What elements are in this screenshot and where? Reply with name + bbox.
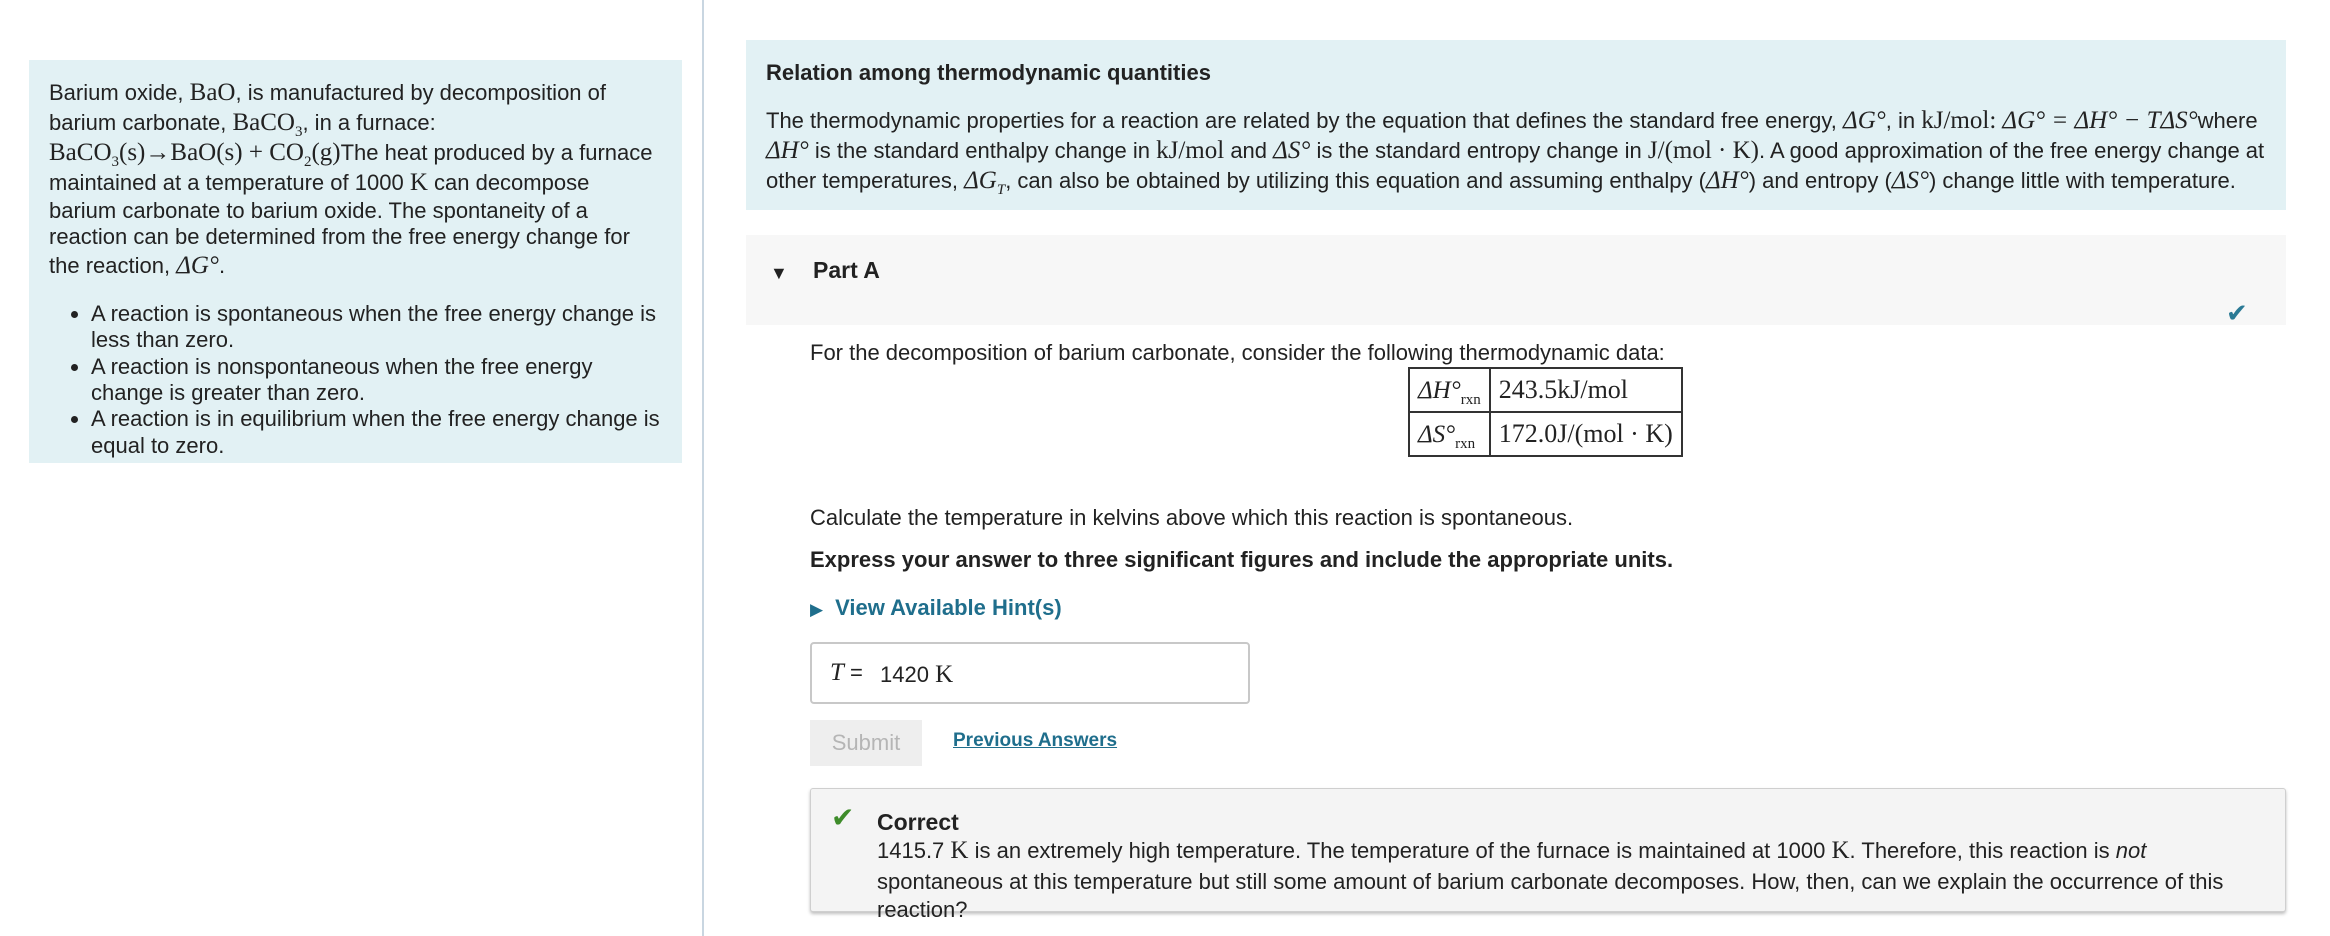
symbol-delta-h: ΔH°: [766, 137, 809, 165]
table-cell-label: $\Delta H^\circ_{rxn}$: [1409, 368, 1490, 412]
table-cell-value: 172.0J/(mol · K): [1490, 412, 1682, 456]
question-text: Calculate the temperature in kelvins above which this reaction is spontaneous.: [810, 505, 1574, 530]
thermo-data-table: [1408, 367, 1683, 457]
decomposition-equation: BaCO$_3$(s)→BaO(s) + $CO_2(g)$: [49, 139, 341, 170]
symbol-delta-g: ΔG°: [176, 251, 219, 279]
relation-text: The thermodynamic properties for a reaction are related by the equation that defines the standard free energy, ΔG°, in kJ/mol: ΔG° = ΔH° − TΔS°where ΔH° is the standard enthalpy change in kJ/mol and ΔS° is the standard entropy change in J/(mol · K). A good approximation of the free energy change at other temperatures, $\Delta G_T$, can also be obtained by utilizing this equation and assuming enthalpy (ΔH°) and entropy (ΔS°) change little with temperature.: [766, 107, 2265, 199]
triangle-right-icon: ▶: [810, 600, 824, 619]
data-intro-text: For the decomposition of barium carbonate, consider the following thermodynamic data:: [810, 340, 1665, 365]
intro-text: , is manufactured by decomposition of barium carbonate,: [49, 80, 606, 135]
spontaneity-list: [49, 301, 662, 459]
feedback-title: Correct: [877, 809, 959, 835]
relation-title: Relation among thermodynamic quantities: [766, 60, 1211, 85]
answer-box[interactable]: [810, 642, 1250, 704]
answer-variable: T =: [830, 659, 863, 686]
gibbs-equation: ΔG° = ΔH° − TΔS°: [2002, 107, 2198, 135]
table-cell-label: $\Delta S^\circ_{rxn}$: [1409, 412, 1490, 456]
table-cell-value: 243.5kJ/mol: [1490, 368, 1682, 412]
feedback-text: 1415.7 K is an extremely high temperature. The temperature of the furnace is maintained at 1000 K. Therefore, this reaction is not spontaneous at this temperature but still some amount of barium carbonate decomposes. How, then, can we explain the occurrence of this reaction?: [877, 837, 2224, 923]
previous-answers-link[interactable]: Previous Answers: [953, 730, 1118, 751]
intro-panel: [29, 60, 682, 463]
hints-label[interactable]: View Available Hint(s): [835, 595, 1062, 620]
part-a-title[interactable]: Part A: [813, 257, 880, 283]
checkmark-icon: ✔: [2226, 298, 2248, 328]
list-item: • A reaction is nonspontaneous when the free energy change is greater than zero.: [91, 354, 662, 407]
answer-input[interactable]: 1420 K: [880, 661, 954, 688]
symbol-delta-g-t: $\Delta G_T$: [964, 167, 1006, 199]
list-item: • A reaction is spontaneous when the free energy change is less than zero.: [91, 301, 662, 354]
checkmark-icon: ✔: [831, 802, 855, 833]
relation-panel: [746, 40, 2286, 210]
view-hints-link[interactable]: [810, 595, 1062, 621]
symbol-delta-g: ΔG°: [1843, 107, 1886, 135]
intro-text: can decompose barium carbonate to barium oxide. The spontaneity of a reaction can be determined from the free energy change for the reaction,: [49, 170, 630, 278]
unit-kelvin: K: [409, 169, 428, 196]
instruction-text: Express your answer to three significant figures and include the appropriate units.: [810, 547, 1674, 572]
list-item: • A reaction is in equilibrium when the free energy change is equal to zero.: [91, 406, 662, 459]
submit-button[interactable]: Submit: [810, 720, 922, 766]
intro-text: Barium oxide,: [49, 80, 184, 105]
table-row: [1409, 368, 1682, 412]
feedback-box: [810, 788, 2286, 923]
intro-paragraph: Barium oxide, BaO, is manufactured by decomposition of barium carbonate, BaCO$_3$, in a furnace: BaCO$_3$(s)→BaO(s) + $CO_2(g)The$ heat produced by a furnace maintained at a temperature of 1000 K can decompose barium carbonate to barium oxide. The spontaneity of a reaction can be determined from the free energy change for the reaction, ΔG°.: [49, 79, 653, 279]
formula-baco3: BaCO$_3$: [232, 109, 303, 140]
intro-text: , in a furnace:: [302, 110, 436, 135]
symbol-delta-s: ΔS°: [1273, 137, 1311, 165]
column-divider: [702, 0, 704, 936]
triangle-down-icon[interactable]: ▼: [770, 263, 788, 283]
formula-bao: BaO: [189, 79, 236, 106]
table-row: [1409, 412, 1682, 456]
part-a-header[interactable]: [746, 235, 2286, 325]
intro-text: The heat produced by a furnace maintained at a temperature of 1000: [49, 140, 653, 195]
